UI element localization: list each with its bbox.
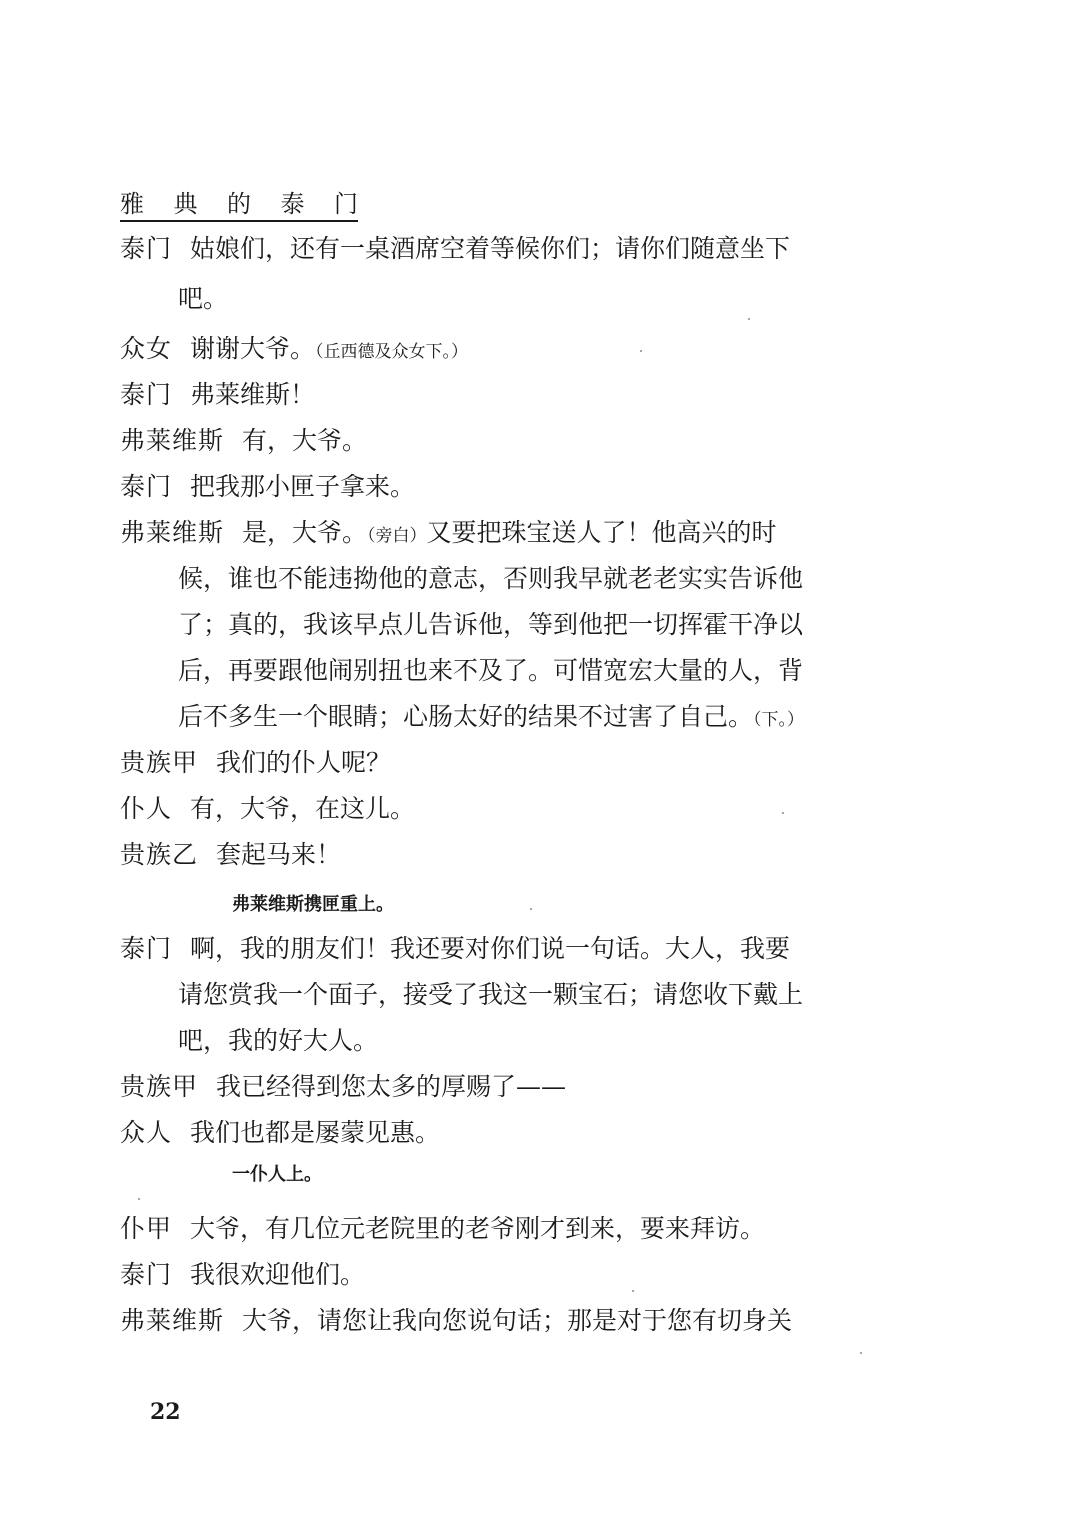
speaker-name: 泰门 xyxy=(120,472,173,501)
dialogue-text: 候，谁也不能违拗他的意志，否则我早就老老实实告诉他 xyxy=(178,564,804,593)
speaker-name: 弗莱维斯 xyxy=(120,426,225,455)
dialogue-line xyxy=(120,470,415,504)
dialogue-line xyxy=(178,700,804,737)
dialogue-line xyxy=(120,1258,365,1292)
dialogue-text: 谢谢大爷。 xyxy=(190,334,316,363)
speaker-name: 泰门 xyxy=(120,934,173,963)
speaker-name: 泰门 xyxy=(120,234,173,263)
scan-speck xyxy=(860,1352,862,1354)
dialogue-line xyxy=(120,1070,566,1104)
dialogue-text: 姑娘们，还有一桌酒席空着等候你们；请你们随意坐下 xyxy=(190,234,791,263)
dialogue-text: 大爷，请您让我向您说句话；那是对于您有切身关 xyxy=(242,1306,793,1335)
stage-note: （下。） xyxy=(753,710,805,730)
dialogue-text: 我们也都是屡蒙见惠。 xyxy=(190,1118,441,1147)
stage-note: （丘西德及众女下。） xyxy=(315,342,469,362)
dialogue-line xyxy=(178,282,228,316)
speaker-name: 泰门 xyxy=(120,380,173,409)
dialogue-line xyxy=(120,1116,440,1150)
dialogue-line xyxy=(120,792,415,826)
dialogue-line xyxy=(120,232,790,266)
dialogue-text: 有，大爷。 xyxy=(242,426,368,455)
header-char: 的 xyxy=(227,190,251,218)
speaker-name: 弗莱维斯 xyxy=(120,1306,225,1335)
speaker-name: 泰门 xyxy=(120,1260,173,1289)
scan-speck xyxy=(782,812,784,814)
dialogue-text: 了；真的，我该早点儿告诉他，等到他把一切挥霍干净以 xyxy=(178,610,804,639)
dialogue-line xyxy=(120,378,315,412)
aside-note: （旁白） xyxy=(367,526,427,546)
dialogue-text: 是，大爷。 xyxy=(242,518,368,547)
speaker-name: 贵族乙 xyxy=(120,840,199,869)
scan-speck xyxy=(632,1290,634,1292)
scan-speck xyxy=(748,318,750,320)
header-char: 泰 xyxy=(280,190,305,218)
speaker-name: 众女 xyxy=(120,334,173,363)
dialogue-text: 又要把珠宝送人了！他高兴的时 xyxy=(426,518,777,547)
dialogue-text: 后不多生一个眼睛；心肠太好的结果不过害了自己。 xyxy=(178,702,754,731)
dialogue-text: 啊，我的朋友们！我还要对你们说一句话。大人，我要 xyxy=(190,934,791,963)
dialogue-text: 我已经得到您太多的厚赐了—— xyxy=(216,1072,567,1101)
dialogue-line xyxy=(120,746,391,780)
dialogue-line xyxy=(120,332,468,369)
dialogue-line xyxy=(178,978,803,1012)
dialogue-text: 吧，我的好大人。 xyxy=(178,1026,379,1055)
dialogue-line xyxy=(120,1212,765,1246)
dialogue-line xyxy=(120,1304,792,1338)
dialogue-text: 把我那小匣子拿来。 xyxy=(190,472,416,501)
header-char: 典 xyxy=(173,190,198,218)
scan-speck xyxy=(138,1198,140,1200)
dialogue-line xyxy=(120,516,777,553)
speaker-name: 众人 xyxy=(120,1118,173,1147)
speaker-name: 贵族甲 xyxy=(120,748,199,777)
scan-speck xyxy=(640,350,642,352)
dialogue-line xyxy=(120,838,341,872)
scan-speck xyxy=(530,908,532,910)
dialogue-text: 套起马来！ xyxy=(216,840,342,869)
page-number: 22 xyxy=(150,1399,181,1425)
stage-direction: 弗莱维斯携匣重上。 xyxy=(232,894,394,915)
dialogue-line xyxy=(178,1024,378,1058)
stage-direction: 一仆人上。 xyxy=(232,1164,322,1185)
dialogue-line xyxy=(178,654,803,688)
dialogue-line xyxy=(120,932,790,966)
speaker-name: 仆人 xyxy=(120,794,173,823)
dialogue-text: 我们的仆人呢？ xyxy=(216,748,392,777)
running-header xyxy=(120,188,358,222)
dialogue-line xyxy=(178,562,803,596)
dialogue-text: 弗莱维斯！ xyxy=(190,380,316,409)
dialogue-text: 大爷，有几位元老院里的老爷刚才到来，要来拜访。 xyxy=(190,1214,766,1243)
dialogue-text: 请您赏我一个面子，接受了我这一颗宝石；请您收下戴上 xyxy=(178,980,804,1009)
dialogue-line xyxy=(120,424,367,458)
dialogue-text: 有，大爷，在这儿。 xyxy=(190,794,416,823)
speaker-name: 贵族甲 xyxy=(120,1072,199,1101)
dialogue-text: 后，再要跟他闹别扭也来不及了。可惜宽宏大量的人，背 xyxy=(178,656,804,685)
header-char: 门 xyxy=(334,190,358,218)
dialogue-text: 我很欢迎他们。 xyxy=(190,1260,366,1289)
header-char: 雅 xyxy=(120,190,144,218)
speaker-name: 弗莱维斯 xyxy=(120,518,225,547)
dialogue-line xyxy=(178,608,803,642)
dialogue-text: 吧。 xyxy=(178,284,229,313)
speaker-name: 仆甲 xyxy=(120,1214,173,1243)
